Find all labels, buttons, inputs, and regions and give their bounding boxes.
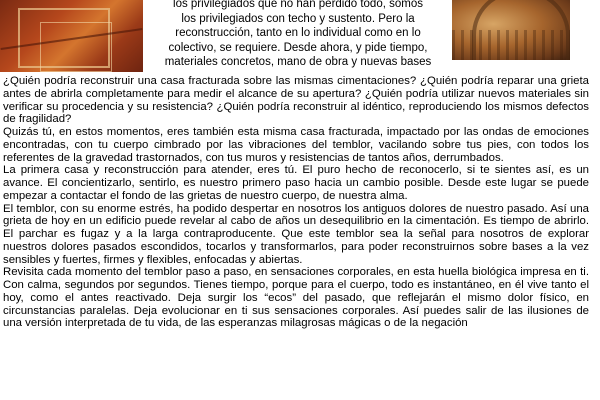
paragraph: El temblor, con su enorme estrés, ha podido despertar en nosotros los antiguos dolores de nuestro pasado. Así una grieta de hoy en un edificio puede revelar al cabo de años un desequilibrio en la cimentación. Es tiempo de abrirlo. El parchar es fugaz y a la larga contraproducente. Que este temblor sea la señal para nosotros de explorar nuestros dolores pasados escondidos, tocarlos y transformarlos, para poder reconstruirnos sobre bases a la vez sensibles y fuertes, firmes y flexibles, enfocadas y abiertas.: [3, 202, 589, 266]
intro-line: los privilegiados con techo y sustento. Pero la: [181, 12, 415, 25]
cracked-wall-image: [452, 0, 570, 60]
painting-inner-frame-detail: [40, 22, 112, 72]
wall-texture-detail: [452, 30, 570, 60]
intro-line: colectivo, se requiere. Desde ahora, y pide tiempo,: [168, 41, 428, 54]
intro-line: reconstrucción, tanto en lo individual como en lo: [175, 27, 421, 40]
intro-line: materiales concretos, mano de obra y nuevas bases: [164, 56, 432, 69]
paragraph: La primera casa y reconstrucción para atender, eres tú. El puro hecho de reconocerlo, si te sientes así, es un avance. El concientizarlo, sentirlo, es nuestro primero paso hacia un cambio posible. Desde este lugar se puede empezar a contactar el fondo de las grietas de nuestro cuerpo, de nuestra alma.: [3, 164, 589, 202]
paragraph: Revisita cada momento del temblor paso a paso, en sensaciones corporales, en esta huella biológica impresa en ti. Con calma, segundos por segundos. Tienes tiempo, porque para el cuerpo, todo es instantáneo, en él vive tanto el hoy, como el antes reactivado. Deja surgir los “ecos” del pasado, que reflejarán el mismo dolor físico, en circunstancias paralelas. Deja evolucionar en ti sus sensaciones corporales. Así puedes salir de las ilusiones de una versión interpretada de tu vida, de las esperanzas milagrosas mágicas o de la negación: [3, 266, 589, 330]
paragraph: ¿Quién podría reconstruir una casa fracturada sobre las mismas cimentaciones? ¿Quién podría reparar una grieta antes de abrirla completamente para medir el alcance de su apertura? ¿Quién podría utilizar nuevos materiales sin verificar su procedencia y su resistencia? ¿Quién podría reconstruir al idéntico, reproduciendo los mismos defectos de fragilidad?: [3, 75, 589, 126]
abstract-painting-image: [0, 0, 143, 72]
intro-line: los privilegiados que no han perdido todo, somos: [173, 0, 423, 10]
paragraph: Quizás tú, en estos momentos, eres también esta misma casa fracturada, impactado por las ondas de emociones encontradas, con tu cuerpo cimbrado por las vibraciones del temblor, vacilando sobre tus pies, con todos los referentes de la gravedad trastornados, con tus muros y resistencias de tantos años, derrumbados.: [3, 126, 589, 164]
article-body: [3, 75, 589, 330]
intro-text-block: [152, 0, 444, 70]
